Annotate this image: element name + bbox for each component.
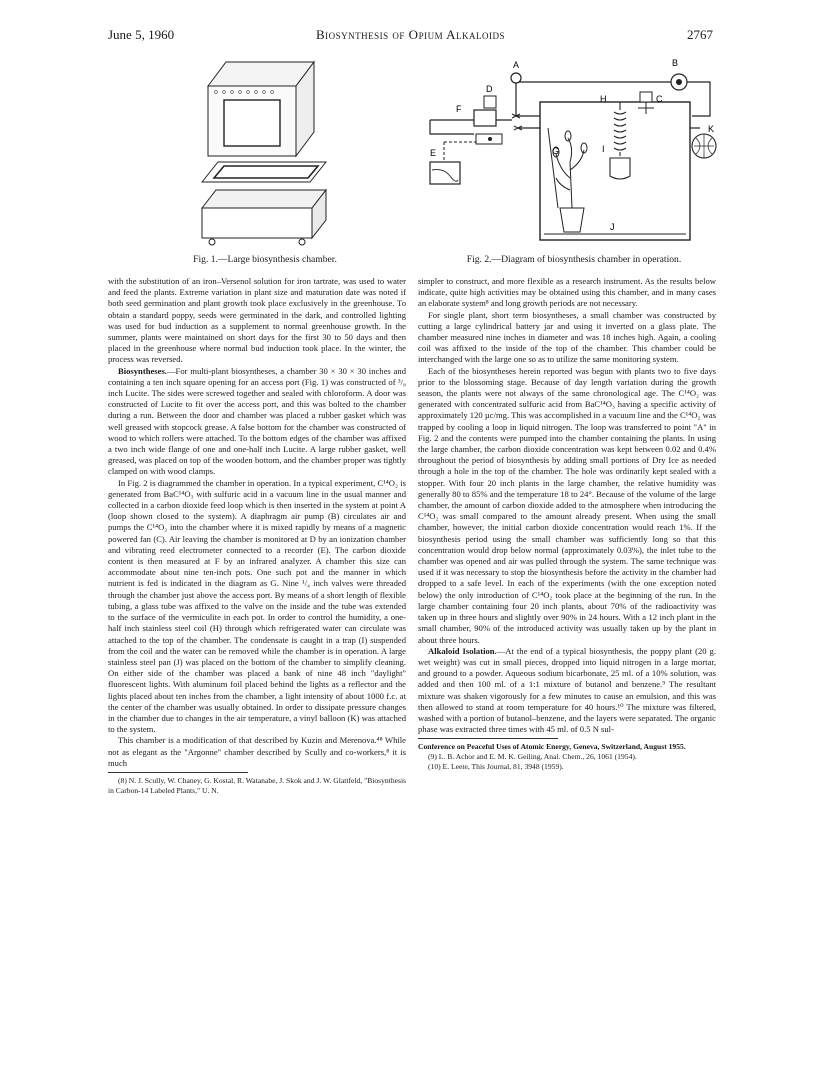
footnote: (8) N. J. Scully, W. Chaney, G. Kostal, R. Watanabe, J. Skok and J. W. Glattfeld, "Biosynthesis in Carbon-14 Labeled Plants," U. N. bbox=[108, 775, 407, 795]
paragraph: This chamber is a modification of that described by Kuzin and Merenova.⁴⁸ While not as elegant as the "Argonne" chamber described by Scully and co-workers,⁸ it is much bbox=[108, 735, 406, 768]
page-number: 2767 bbox=[687, 27, 713, 42]
label-d: D bbox=[486, 84, 493, 94]
section-heading: Alkaloid Isolation. bbox=[428, 645, 497, 656]
right-column bbox=[418, 276, 716, 772]
figure-2-caption: Fig. 2.—Diagram of biosynthesis chamber in operation. bbox=[466, 254, 682, 265]
paragraph: Biosyntheses.—For multi-plant biosyntheses, a chamber 30 × 30 × 30 inches and containing a ten inch square opening for an access port (Fig. 1) was constructed of ³/₈ inch Lucite. The sides were screwed together and sealed with chloroform. A door was constructed of Lucite to fit over the access port, and this was bolted to the chamber during a run. Between the door and chamber was placed a rubber gasket which was well greased with stopcock grease. A false bottom for the chamber was constructed of wood to which rollers were attached. To the bottom edges of the chamber was affixed a two inch wide flange of one and one-half inch Lucite. A large rubber gasket, well greased, was placed on top of the wooden bottom, and the chamber proper was tightly clamped on with wood clamps. bbox=[108, 365, 406, 477]
paragraph: simpler to construct, and more flexible as a research instrument. As the results below indicate, quite high activities may be obtained using this chamber, and in many cases an elaborate system⁸ and long growth periods are not necessary. bbox=[418, 276, 716, 309]
label-k: K bbox=[708, 124, 715, 134]
footnote: (10) E. Leete, This Journal, 81, 3948 (1959). bbox=[428, 762, 564, 772]
running-header-date: June 5, 1960 bbox=[108, 27, 175, 42]
paragraph: Each of the biosyntheses herein reported was begun with plants two to five days prior to the blossoming stage. Because of day length variation during the growth season, the plants were not always of the same chronological age. The C¹⁴O₂ was generated with concentrated sulfuric acid from BaC¹⁴O₃ having a specific activity of approximately 120 µc/mg. This was accomplished in a vacuum line and the C¹⁴O₂ was trapped by cooling a loop in liquid nitrogen. The loop was transferred to point "A" in Fig. 2 and the contents were pumped into the chamber containing the plants. In using the large chamber, the carbon dioxide concentration was kept between 0.02 and 0.4% throughout the period of biosynthesis by adding small portions of Dry Ice as needed through a hole in the top of the chamber. The hole was ordinarily kept sealed with a stopper. With four 20 inch plants in the large chamber, the relative humidity was generally 80 to 85% and the temperature 18 to 24°. Because of the volume of the large chamber, the amount of carbon dioxide added to the atmosphere when introducing the C¹⁴O₂ was small compared to the amount already present. When using the small chamber, however, the initial carbon dioxide concentration would reach 1%. If the biosynthesis period using the small chamber was sufficiently long so that this concentration would drop below normal (approximately 0.03%), the inlet tube to the chamber was opened and air was pulled through the system. The same technique was used if it was necessary to stop the biosynthesis before the activity in the chamber had dropped to a safe level. In each of the experiments (with the one exception noted below) the only introduction of C¹⁴O₂ took place at the beginning of the run. In the large chamber containing four 20 inch plants, about 70% of the radioactivity was taken up in three hours and slightly over 90% in 24 hours. With a 12 inch plant in the small chamber, 90% of the introduced activity was usually taken up by the plant in about three hours. bbox=[418, 365, 716, 645]
trap-i bbox=[610, 158, 630, 179]
label-i: I bbox=[602, 144, 605, 154]
paragraph: In Fig. 2 is diagrammed the chamber in operation. In a typical experiment, C¹⁴O₂ is generated from BaC¹⁴O₃ with sulfuric acid in a vacuum line in the usual manner and collected in a carbon dioxide feed loop which is then inserted in the system at point A (loop shown closed to the system). A diaphragm air pump (B) circulates air and pumps the C¹⁴O₂ into the chamber where it is mixed rapidly by means of a magnetic powered fan (C). Air leaving the chamber is monitored at D by an ionization chamber and vibrating reed electrometer connected to a recorder (E). The carbon dioxide content is then measured at F by an infrared analyzer. A chamber this size can accommodate about nine ten-inch pots. One such pot and the manner in which nutrient is fed is indicated in the diagram as G. Nine ¹/₄ inch valves were threaded through the chamber just above the access port. By means of a short length of flexible tubing, a glass tube was affixed to the valve on the inside and the tube was extended to the surface of the vermiculite in each pot. In order to control the humidity, a one-half inch stainless steel coil (H) through which refrigerated water can circulate was attached to the top of the chamber. The condensate is caught in a trap (I) suspended from the coil and the water can be removed while the chamber is in operation. A large stainless steel pan (J) was placed on the bottom of the chamber to simplify cleaning. On either side of the chamber was placed a bank of nine 48 inch "daylight" fluorescent lights. With aluminum foil placed behind the lights as a reflector and the lights placed about ten inches from the chamber, a light intensity of about 1000 f.c. at the center of the chamber was usually obtained. In order to dissipate pressure changes in the chamber due to changes in the air temperature, a vinyl balloon (K) was attached to the system. bbox=[108, 477, 406, 735]
recorder-e bbox=[430, 162, 460, 184]
label-a: A bbox=[513, 60, 520, 70]
gasket-frame bbox=[202, 162, 326, 182]
figure-1-chamber-photo bbox=[196, 56, 336, 252]
footnote-rule bbox=[418, 738, 558, 739]
label-e: E bbox=[430, 148, 437, 158]
footnote: (9) L. B. Achor and E. M. K. Geiling, Anal. Chem., 26, 1061 (1954). bbox=[428, 752, 637, 762]
section-heading: Biosyntheses. bbox=[118, 365, 167, 376]
left-column bbox=[108, 276, 406, 796]
label-b: B bbox=[672, 58, 679, 68]
paragraph: For single plant, short term biosyntheses, a small chamber was constructed by cutting a large cylindrical battery jar and using it inverted on a glass plate. The chamber measured nine inches in diameter and was 18 inches high. Again, a cooling coil was affixed to the inside of the top of the chamber. This chamber could be interchanged with the large one so as to utilize the same monitoring system. bbox=[418, 309, 716, 365]
running-header-title: Biosynthesis of Opium Alkaloids bbox=[316, 27, 505, 42]
label-j: J bbox=[610, 222, 615, 232]
label-h: H bbox=[600, 94, 607, 104]
figure-1-caption: Fig. 1.—Large biosynthesis chamber. bbox=[193, 254, 337, 265]
footnote-rule bbox=[108, 772, 248, 773]
label-f: F bbox=[456, 104, 462, 114]
figure-2-diagram bbox=[424, 58, 720, 244]
label-c: C bbox=[656, 94, 663, 104]
paragraph: with the substitution of an iron–Versenol solution for iron tartrate, was used to water and feed the plants. Extreme variation in plant size and maturation date was noted if both seed germination and plant growth took place exclusively in the greenhouse. To obtain a standard poppy, seeds were germinated in the dark, and controlled lighting was used for bud induction as a supplement to normal greenhouse growth. In the summer, plants were maintained on short days for the first 30 to 50 days and then placed in the greenhouse where normal bud induction took place. In the winter, the process was reversed. bbox=[108, 276, 406, 365]
false-bottom bbox=[202, 190, 326, 208]
label-g: G bbox=[552, 146, 560, 156]
paragraph: Alkaloid Isolation.—At the end of a typical biosynthesis, the poppy plant (20 g. wet weight) was cut in small pieces, dropped into liquid nitrogen in a large mortar, and ground to a powder. Aqueous sodium bicarbonate, 25 ml. of a 10% solution, was added and then 100 ml. of a 1:1 mixture of butanol and benzene.⁹ The resultant mixture was shaken vigorously for a few minutes to cause an emulsion, and this was then allowed to stand at room temperature for 40 hours.¹⁰ The mixture was filtered, washed with a portion of butanol–benzene, and the layers were separated. The organic phase was extracted three times with 45 ml. of 0.5 N sul- bbox=[418, 645, 716, 735]
footnote: Conference on Peaceful Uses of Atomic Energy, Geneva, Switzerland, August 1955. bbox=[418, 742, 686, 752]
